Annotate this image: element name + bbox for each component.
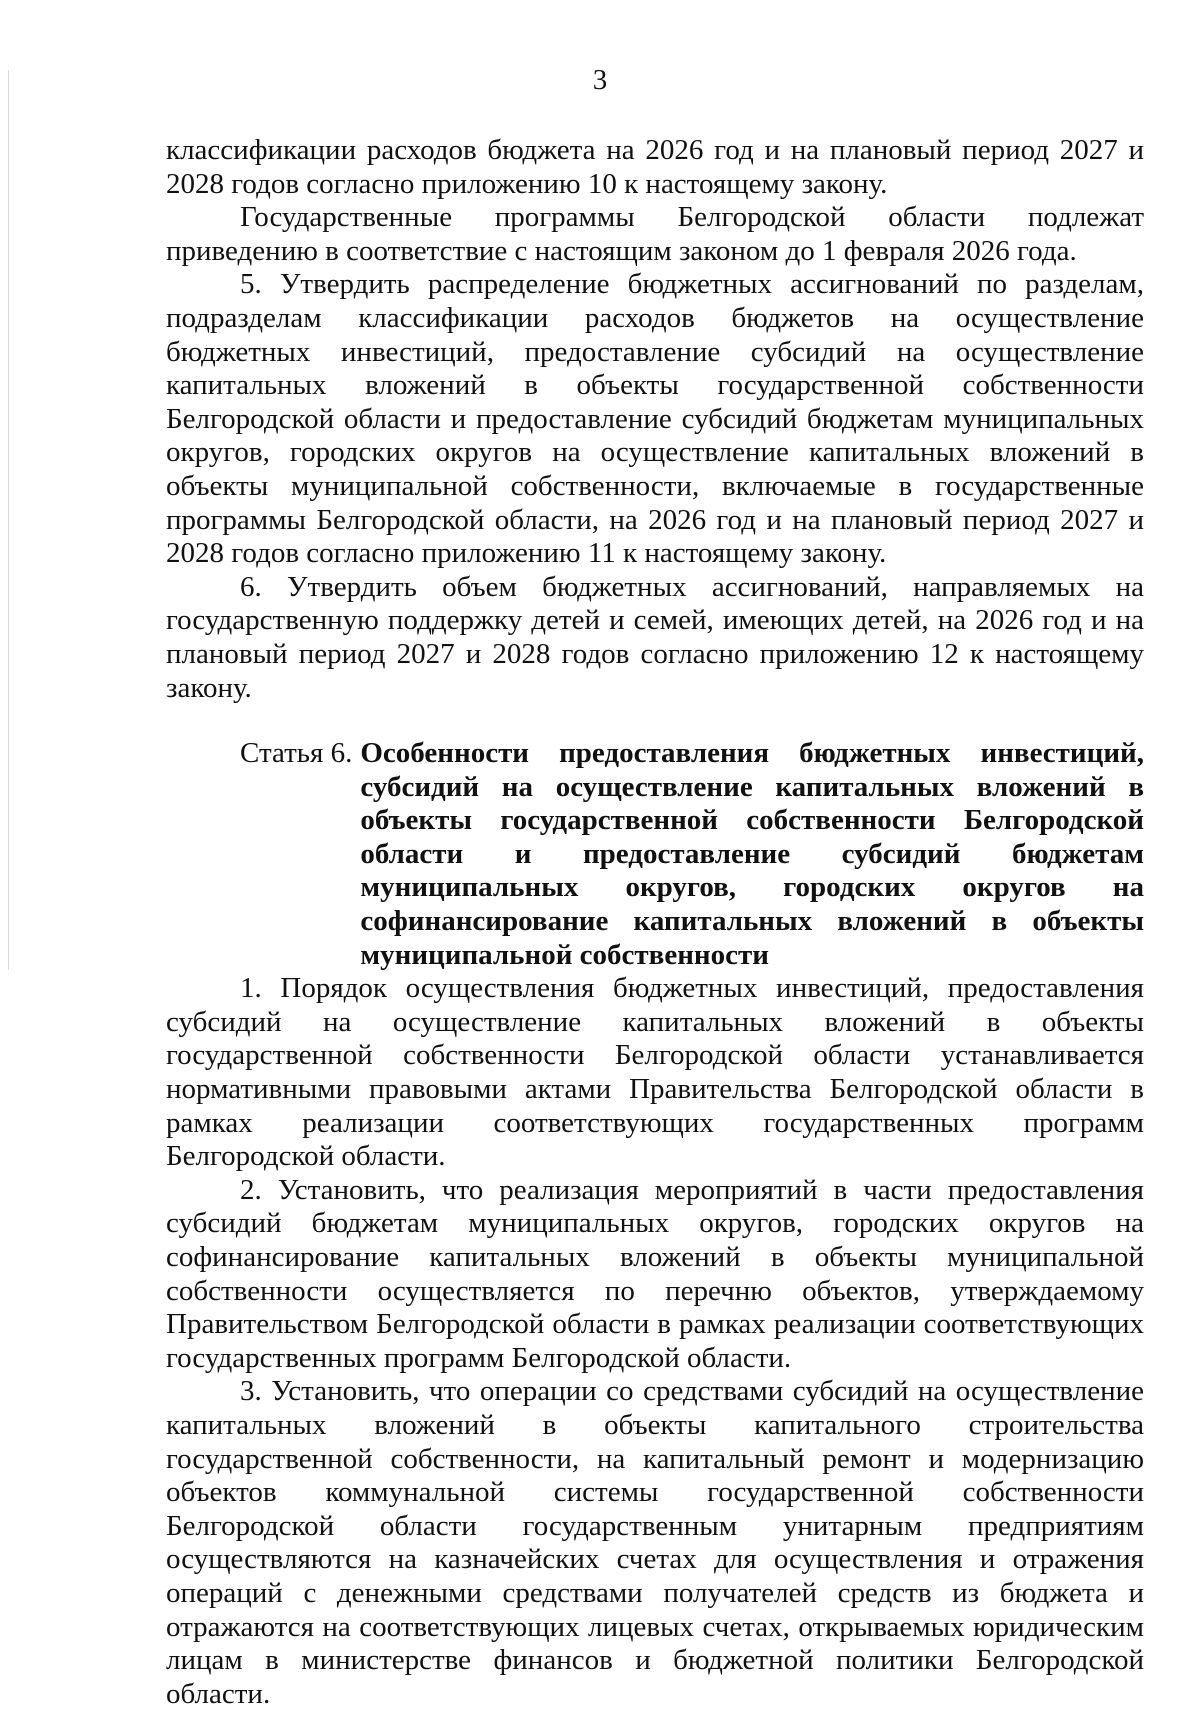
scan-edge-line [8,70,9,970]
paragraph-item-5: 5. Утвердить распределение бюджетных ассигнований по разделам, подразделам классификации расходов бюджетов на осуществление бюджетных инвестиций, предоставление субсидий на осуществление капитальных вложений в объекты государственной собственности Белгородской области и предоставление субсидий бюджетам муниципальных округов, городских округов на осуществление капитальных вложений в объекты муниципальной собственности, включаемые в государственные программы Белгородской области, на 2026 год и на плановый период 2027 и 2028 годов согласно приложению 11 к настоящему закону. [166,268,1144,570]
paragraph-item-6: 6. Утвердить объем бюджетных ассигнований, направляемых на государственную поддержку детей и семей, имеющих детей, на 2026 год и на плановый период 2027 и 2028 годов согласно приложению 12 к настоящему закону. [166,570,1144,704]
paragraph-state-programs: Государственные программы Белгородской области подлежат приведению в соответствие с настоящим законом до 1 февраля 2026 года. [166,201,1144,267]
page-number: 3 [592,64,608,96]
article-heading [240,737,1144,972]
paragraph-article-item-2: 2. Установить, что реализация мероприятий в части предоставления субсидий бюджетам муниципальных округов, городских округов на софинансирование капитальных вложений в объекты муниципальной собственности осуществляется по перечню объектов, утверждаемому Правительством Белгородской области в рамках реализации соответствующих государственных программ Белгородской области. [166,1173,1144,1374]
paragraph-article-item-1: 1. Порядок осуществления бюджетных инвестиций, предоставления субсидий на осуществление капитальных вложений в объекты государственной собственности Белгородской области устанавливается нормативными правовыми актами Правительства Белгородской области в рамках реализации соответствующих государственных программ Белгородской области. [166,972,1144,1173]
paragraph-classification-continuation: классификации расходов бюджета на 2026 год и на плановый период 2027 и 2028 годов согласно приложению 10 к настоящему закону. [166,134,1144,200]
article-label: Статья 6. [240,737,353,770]
article-title: Особенности предоставления бюджетных инвестиций, субсидий на осуществление капитальных вложений в объекты государственной собственности Белгородской области и предоставление субсидий бюджетам муниципальных округов, городских округов на софинансирование капитальных вложений в объекты муниципальной собственности [360,737,1144,971]
paragraph-article-item-3: 3. Установить, что операции со средствами субсидий на осуществление капитальных вложений в объекты капитального строительства государственной собственности, на капитальный ремонт и модернизацию объектов коммунальной системы государственной собственности Белгородской области государственным унитарным предприятиям осуществляются на казначейских счетах для осуществления и отражения операций с денежными средствами получателей средств из бюджета и отражаются на соответствующих лицевых счетах, открываемых юридическим лицам в министерстве финансов и бюджетной политики Белгородской области. [166,1375,1144,1710]
document-body [166,134,1144,1711]
